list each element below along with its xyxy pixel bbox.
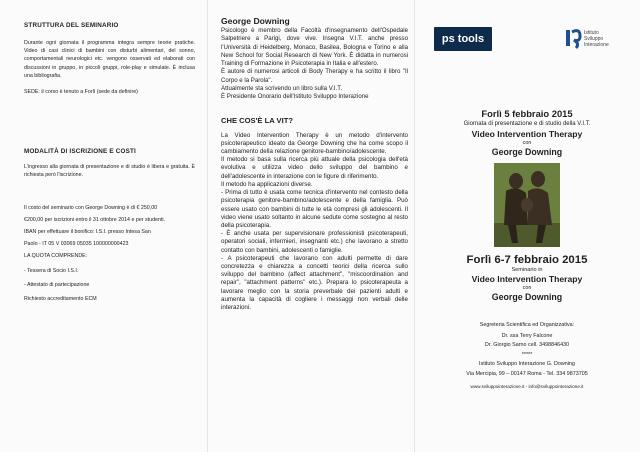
costo-line: IBAN per effettuare il bonifico: I.S.I. presso Intesa San xyxy=(24,229,151,236)
speaker-name-2: George Downing xyxy=(491,292,563,302)
isi-line: Istituto xyxy=(584,30,599,36)
costo-line: - Attestato di partecipazione xyxy=(24,281,90,288)
costo-line: Paolo - IT 05 V 03069 05035 100000000423 xyxy=(24,241,129,248)
speaker-name-1: George Downing xyxy=(491,147,563,157)
stars-divider: ***** xyxy=(521,351,533,358)
modalita-text: L'ingresso alla giornata di presentazione e di studio è libera e gratuita. È richiesta però l'iscrizione. xyxy=(24,164,195,179)
contact-line: Dr. ssa Terry Falcone xyxy=(501,332,553,339)
contact-line: Dr. Giorgio Sarno cell. 3498846430 xyxy=(484,342,570,349)
struttura-heading: STRUTTURA DEL SEMINARIO xyxy=(24,22,119,29)
isi-logo-icon xyxy=(566,28,582,50)
vit-heading: CHE COS'È LA VIT? xyxy=(221,115,293,125)
vit-paragraph: - A psicoterapeuti che lavorano con adulti permette di dare concretezza e chiarezza a concetti teorici della ricerca sullo sviluppo del bambino (affect attachment", "miscoordination and repair", "attachment patterns" etc.). Prepara lo psicoterapeuta a lavorare meglio con la storia preverbale dei pazienti adulti e aumenta la capacità di cogliere i messaggi non verbali delle interazioni. xyxy=(221,254,408,311)
con-label: con xyxy=(522,285,532,291)
sculpture-image xyxy=(494,163,560,247)
event-date-1: Forlì 5 febbraio 2015 xyxy=(481,108,573,119)
website-line: www.sviluppointerazione.it - info@sviluppointerazione.it xyxy=(470,383,584,389)
bio-text: È Presidente Onorario dell'Istituto Sviluppo Interazione xyxy=(221,93,369,101)
segreteria-label: Segreteria Scientifica ed Organizzativa: xyxy=(479,322,575,328)
logo-row xyxy=(424,20,630,60)
event-date-2: Forlì 6-7 febbraio 2015 xyxy=(466,254,588,266)
cover-panel xyxy=(414,0,640,452)
isi-line: Sviluppo xyxy=(584,36,604,42)
event-subtitle-1: Giornata di presentazione e di studio della V.I.T. xyxy=(463,121,591,127)
costo-line: Il costo del seminario con George Downing è di € 250,00 xyxy=(24,204,158,211)
middle-panel xyxy=(207,0,414,452)
isi-logo xyxy=(566,26,626,56)
vit-paragraph: - Prima di tutto è usata come tecnica d'intervento nel contesto della psicoterapia genitore-bambino/adolescente e della famiglia. Può essere usato con bambini di tutte le età compresi gli adolescenti. Il video viene usato soltanto in alcune sedute come sostegno al resto della psicoterapia. xyxy=(221,189,408,229)
event-title-1: Video Intervention Therapy xyxy=(471,129,583,139)
bio-text: Psicologo è membro della Facoltà d'insegnamento dell'Ospedale Salpetriere a Parigi, dove vive. Insegna V.I.T. anche presso l'Università di Heidelberg, Monaco, Basilea, Bologna e Torino e alla New School for Social Research di New York. È didatta in numerosi Training di Formazione in Psicoterapia in Italia e all'estero. xyxy=(221,27,408,68)
isi-line: Interazione xyxy=(584,42,609,48)
con-label: con xyxy=(522,140,532,146)
vit-paragraph: Il metodo ha applicazioni diverse. xyxy=(221,180,313,188)
costo-block xyxy=(24,204,195,304)
event-title-2: Video Intervention Therapy xyxy=(471,274,583,284)
vit-paragraph: La Video Intervention Therapy è un metodo d'intervento psicoterapeutico ideato da George Downing che ha come scopo il cambiamento della relazione genitore-bambino/adolescente. xyxy=(221,131,408,156)
istituto-name: Istituto Sviluppo Interazione G. Downing xyxy=(479,361,575,368)
left-panel xyxy=(0,0,207,452)
address-line: Via Mercipia, 99 – 00147 Roma - Tel. 334 9873705 xyxy=(466,370,588,377)
costo-line: LA QUOTA COMPRENDE: xyxy=(24,253,88,260)
seminario-label: Seminario in xyxy=(511,267,543,273)
isi-logo-text xyxy=(584,30,609,48)
sede-text: SEDE: il corso è tenuto a Forlì (sede da definire) xyxy=(24,89,138,96)
vit-paragraph: Il metodo si basa sulla ricerca più attuale della psicologia dell'età evolutiva e utilizza video dello sviluppo del bambino e dell'adolescente in interazione con le figure di riferimento. xyxy=(221,156,408,180)
pstools-logo: ps tools xyxy=(434,27,492,51)
bio-title: George Downing xyxy=(221,16,290,26)
bio-text: Attualmente sta scrivendo un libro sulla V.I.T. xyxy=(221,85,343,93)
struttura-text: Durante ogni giornata il programma integra sempre teorie pratiche. Video di casi clinici di bambini con disturbi alimentari, del sonno, comportamentali neurologici etc. vengono osservati ed elaborati con discussioni in gruppo, in piccoli gruppi, role-play e simulate. È inclusa una bibliografia. xyxy=(24,40,195,79)
bio-text: È autore di numerosi articoli di Body Therapy e ha scritto il libro "Il Corpo e la Parola". xyxy=(221,68,408,84)
costo-line: €200,00 per iscrizioni entro il 31 ottobre 2014 e per studenti. xyxy=(24,216,166,223)
modalita-heading: MODALITÀ DI ISCRIZIONE E COSTI xyxy=(24,148,136,156)
costo-line: Richiesto accreditamento ECM xyxy=(24,296,97,303)
vit-paragraph: - È anche usata per supervisionare professionisti psicoterapeuti, operatori sociali, infermieri, insegnanti etc.) che lavorano a stretto contatto con bambini, adolescenti o famiglie. xyxy=(221,230,408,254)
costo-line: - Tessera di Socio I.S.I. xyxy=(24,267,79,274)
